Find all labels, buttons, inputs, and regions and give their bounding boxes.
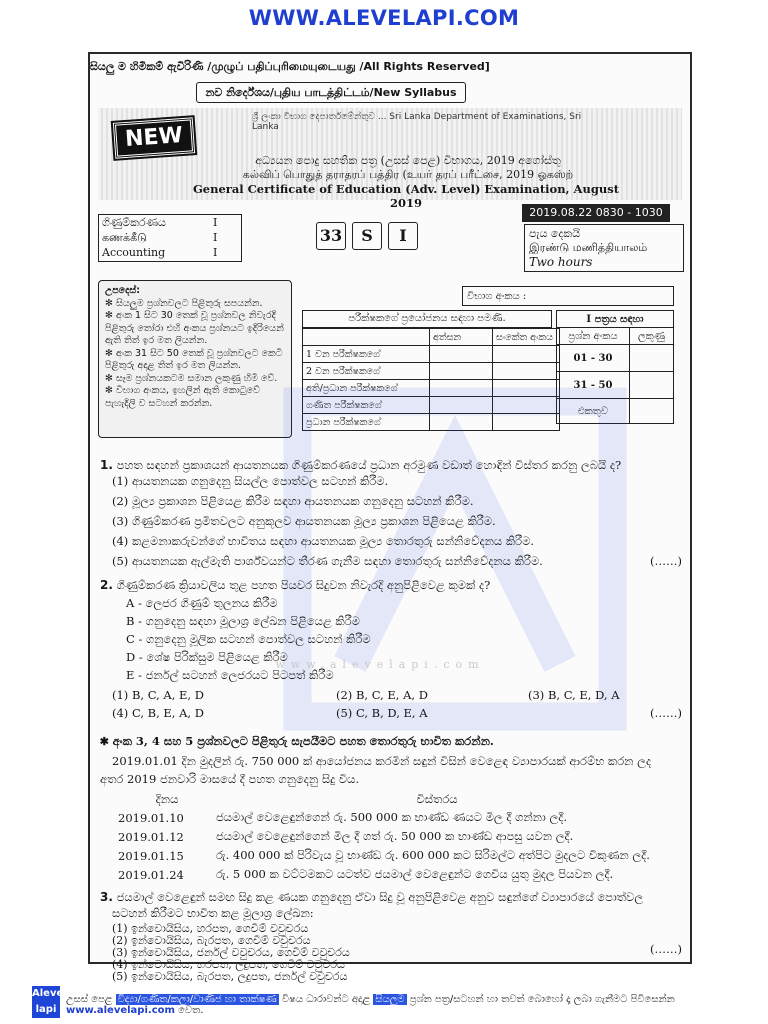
examiner-row-label: ගණිත පරීක්ෂකගේ [303, 397, 430, 414]
subject-part: I [213, 231, 218, 244]
table-header-cell: ප්‍රශ්න අංකය [557, 328, 630, 345]
code-cell[interactable] [493, 397, 560, 414]
question-text: ජයමාල් වෙළෙඳුන් සමඟ සිදු කළ ණයක ගනුදෙනු ඒවා සිදු වූ අනුපිළිවෙළ අනුව සඳුන්ගේ ව්‍යාපාරයේ පොත්වල [116, 890, 644, 904]
code-cell[interactable] [493, 380, 560, 397]
signature-cell[interactable] [430, 397, 493, 414]
table-header-cell: අත්සන [430, 329, 493, 346]
subject-ta [99, 230, 241, 245]
table-row [118, 808, 658, 827]
marks-cell[interactable] [629, 372, 673, 399]
footer-end: වෙත. [178, 1005, 204, 1016]
q2-choice-3: (3) B, C, E, D, A [528, 688, 620, 702]
table-row [303, 329, 560, 346]
footer-streams: විද්‍යා/ගණිත/කලා/වාණිජ හා තාක්ෂණ [117, 994, 277, 1005]
tx-date: 2019.01.12 [118, 829, 184, 844]
question-1 [100, 456, 680, 475]
table-row [303, 380, 560, 397]
code-cell[interactable] [493, 363, 560, 380]
exam-title-sinhala: අධ්‍යයන පොදු සහතික පත්‍ර (උසස් පෙළ) විභාගය, 2019 අගෝස්තු [255, 154, 561, 167]
table-row [557, 399, 674, 424]
subject-part: I [213, 216, 218, 229]
alevelapi-logo[interactable]: Aleve lapi [32, 986, 60, 1018]
department-text: ශ්‍රී ලංකා විභාග දෙපාර්තමේන්තුව ... Sri Lanka Department of Examinations, Sri Lanka [252, 112, 582, 132]
q3-option-4: (4) ඉන්වොයිසිය, හරපත, ලදුපත, ගෙවීම් වවුචරය [112, 958, 345, 971]
duration-en: Two hours [529, 255, 593, 269]
question-text: පහත සඳහන් ප්‍රකාශයන් ආයතනයක ගිණුම්කරණයේ ප්‍රධාන අරමුණ වඩාත් හොඳින් විස්තර කරනු ලබයි ද? [116, 458, 622, 472]
date-time-box: 2019.08.22 0830 - 1030 [522, 204, 670, 222]
part-range: 31 - 50 [557, 372, 630, 399]
instruction-item: ✻ සෑම ප්‍රශ්නයකටම සමාන ලකුණු හිමි වේ. [105, 372, 278, 384]
table-header-cell: දිනය [155, 791, 179, 806]
subject-name: ගිණුම්කරණය [102, 216, 166, 229]
q1-option-1: (1) ආයතනයක ගනුදෙනු සියල්ල පොත්වල සටහන් කිරීම. [112, 474, 389, 488]
q2-answer-blank[interactable]: (……) [650, 706, 682, 720]
index-number-field[interactable]: විභාග අංකය : [462, 286, 674, 306]
tx-desc: රු. 400 000 ක් පිරිවැය වූ භාණ්ඩ රු. 600 000 කට සිරිමල්ට අත්පිට මුදලට විකුණන ලදී. [216, 848, 650, 862]
q2-choice-4: (4) C, B, E, A, D [112, 706, 204, 720]
scenario-line-1: 2019.01.01 දින මුදලින් රු. 750 000 ක් ආයෝජනය කරමින් සඳුන් විසින් වෙළෙඳ ව්‍යාපාරයක් ආරම්භ කරන ලද [112, 754, 652, 768]
table-header-cell [303, 329, 430, 346]
duration-si: පැය දෙකයි [529, 227, 581, 240]
q2-step-d: D - ශේෂ පිරික්සුම පිළියෙළ කිරීම [126, 650, 288, 664]
table-row [557, 311, 674, 328]
q2-choice-1: (1) B, C, A, E, D [112, 688, 204, 702]
table-header-cell: ලකුණු [629, 328, 673, 345]
tx-date: 2019.01.15 [118, 848, 184, 863]
examiner-row-label: අති/ප්‍රධාන පරීක්ෂකගේ [303, 380, 430, 397]
signature-cell[interactable] [430, 363, 493, 380]
table-row [118, 865, 658, 884]
footer-tail: ප්‍රශ්න පත්‍ර/සටහන් හා තවත් බොහෝ දෑ ලබා ගැනීමට පිවිසෙන්න [409, 994, 675, 1005]
footer-banner [0, 984, 768, 1024]
question-number: 3. [100, 890, 113, 904]
exam-title-en: General Certificate of Education (Adv. Level) Examination, August 2019 [192, 182, 620, 210]
table-row [557, 345, 674, 372]
q3-option-2: (2) ඉන්වොයිසිය, බැරපත, ගෙවීම් වවුචරය [112, 934, 311, 947]
q2-step-a: A - ලෙජර ගිණුම් තුලනය කිරීම [126, 596, 278, 610]
q2-step-b: B - ගනුදෙනු සඳහා මූලාශ්‍ර ලේඛන පිළියෙළ කිරීම [126, 614, 360, 628]
table-header-cell: විස්තරය [416, 791, 458, 806]
part-total: එකතුව [557, 399, 630, 424]
table-row [303, 363, 560, 380]
instruction-item: ✻ අංක 31 සිට 50 තෙක් වූ ප්‍රශ්නවලට කෙටි පිළිතුරු අදාළ තිත් ඉර මත ලියන්න. [105, 347, 283, 371]
q1-option-3: (3) ගිණුම්කරණ ප්‍රමිතවලට අනුකූලව ආයතනයක මූල්‍ය ප්‍රකාශන පිළියෙළ කිරීම. [112, 514, 496, 528]
footer-text [66, 994, 768, 1016]
footer-lead: උසස් පෙළ [66, 994, 113, 1005]
question-3 [100, 888, 680, 907]
question-2 [100, 576, 680, 595]
signature-cell[interactable] [430, 380, 493, 397]
marks-cell[interactable] [629, 399, 673, 424]
question-number: 1. [100, 458, 113, 472]
table-row [557, 372, 674, 399]
table-row [557, 328, 674, 345]
q1-option-5: (5) ආයතනයක ඇල්මැති පාර්ශ්වයන්ට තීරණ ගැනීම සඳහා තොරතුරු සන්නිවේදනය කිරීම. [112, 554, 543, 568]
duration-ta: இரண்டு மணித்தியாலம் [529, 241, 648, 254]
part-range: 01 - 30 [557, 345, 630, 372]
q3-option-3: (3) ඉන්වොයිසිය, ජර්නල් වවුචරය, ගෙවීම් වවුචරය [112, 946, 350, 959]
footer-all: සියලුම [375, 994, 405, 1005]
q2-choice-5: (5) C, B, D, E, A [336, 706, 428, 720]
code-cell[interactable] [493, 346, 560, 363]
scenario-line-2: අතර 2019 ජනවාරි මාසයේ දී පහත ගනුදෙනු සිදු විය. [100, 772, 360, 786]
instruction-item: ✻ විභාග අංකය, ඉහලින් ඇති කොටුවේ පැහැදිලි ව සටහන් කරන්න. [105, 385, 260, 409]
q2-step-e: E - ජර්නල් සටහන් ලෙජරයට පිටපත් කිරීම [126, 668, 334, 682]
table-row [118, 827, 658, 846]
subject-name: Accounting [102, 246, 166, 259]
rights-line: සියලු ම හිමිකම් ඇවිරිණි /முழுப் பதிப்புரிமையுடையது /All Rights Reserved] [90, 60, 490, 73]
duration-box [524, 224, 684, 272]
q3-option-5: (5) ඉන්වොයිසිය, බැරපත, ලදුපත, ජර්නල් වවුචරය [112, 970, 348, 983]
q1-answer-blank[interactable]: (……) [650, 554, 682, 568]
subject-en [99, 245, 241, 260]
part-one-marks [556, 310, 674, 424]
code-part: I [388, 222, 418, 250]
tx-date: 2019.01.10 [118, 810, 184, 825]
question-text-cont: සටහන් කිරීමට භාවිත කළ මූලාශ්‍ර ලේඛන: [112, 906, 314, 920]
footer-middle: විෂය ධාරාවන්ට අදාළ [281, 994, 371, 1005]
instructions-box [98, 280, 292, 438]
signature-cell[interactable] [430, 414, 493, 431]
table-row [303, 414, 560, 431]
page-watermark-text: www.alevelapi.com [275, 658, 485, 671]
tx-desc: ජයමාල් වෙළෙඳුන්ගෙන් මිල දී ගත් රු. 50 000 ක භාණ්ඩ ආපසු යවන ලදී. [216, 829, 574, 843]
tx-date: 2019.01.24 [118, 867, 184, 882]
subject-name: கணக்கீடு [102, 231, 147, 244]
table-row [118, 790, 658, 808]
marks-cell[interactable] [629, 345, 673, 372]
transactions-table [118, 790, 658, 884]
exam-paper [88, 52, 692, 983]
table-row [303, 346, 560, 363]
code-language: S [352, 222, 382, 250]
tx-desc: ජයමාල් වෙළෙඳුන්ගෙන් රු. 500 000 ක භාණ්ඩ ණයට මිල දී ගන්නා ලදී. [216, 810, 567, 824]
table-row [303, 397, 560, 414]
q1-option-4: (4) කළමනාකරුවන්ගේ භාවිතය සඳහා ආයතනයක මූල්‍ය තොරතුරු සන්නිවේදනය කිරීම. [112, 534, 535, 548]
subject-si [99, 215, 241, 230]
q3-option-1: (1) ඉන්වොයිසිය, හරපත, ගෙවීම් වවුචරය [112, 922, 309, 935]
site-header[interactable]: WWW.ALEVELAPI.COM [248, 6, 520, 30]
instruction-item: ✻ අංක 1 සිට 30 තෙක් වූ ප්‍රශ්නවල නිවැරදි පිළිතුරු තෝරා එහි අංකය ප්‍රශ්නයට ඉදිරියෙන් ඇති තිත් ඉර මත ලියන්න. [105, 310, 284, 346]
examiner-use-title: පරීක්ෂකගේ ප්‍රයෝජනය සඳහා පමණි. [302, 310, 552, 328]
signature-cell[interactable] [430, 346, 493, 363]
part-title: I පත්‍රය සඳහා [557, 311, 674, 328]
exam-title-si [198, 154, 618, 182]
instructions-title: උපදෙස්: [105, 285, 140, 296]
examiner-row-label: 1 වන පරීක්ෂකගේ [303, 346, 430, 363]
new-badge: NEW [113, 117, 195, 158]
q2-step-c: C - ගනුදෙනු මූලික සටහන් පොත්වල සටහන් කිරීම [126, 632, 371, 646]
table-header-cell: සංකේත අංකය [493, 329, 560, 346]
q3-answer-blank[interactable]: (……) [650, 942, 682, 956]
q3-5-instruction: ✱ අංක 3, 4 සහ 5 ප්‍රශ්නවලට පිළිතුරු සැපයීමට පහත තොරතුරු භාවිත කරන්න. [100, 734, 494, 748]
examiner-row-label: ප්‍රධාන පරීක්ෂකගේ [303, 414, 430, 431]
examiner-table [302, 328, 560, 431]
code-cell[interactable] [493, 414, 560, 431]
footer-site-link[interactable]: www.alevelapi.com [66, 1005, 175, 1016]
tx-desc: රු. 5 000 ක වට්ටමකට යටත්ව ජයමාල් වෙළෙඳුන්ට ගෙවිය යුතු මුදල පියවන ලදී. [216, 867, 614, 881]
examiner-row-label: 2 වන පරීක්ෂකගේ [303, 363, 430, 380]
question-number: 2. [100, 578, 113, 592]
table-row [118, 846, 658, 865]
q1-option-2: (2) මූල්‍ය ප්‍රකාශන පිළියෙළ කිරීම සඳහා ආයතනයක ගනුදෙනු සටහන් කිරීම. [112, 494, 474, 508]
code-number: 33 [316, 222, 346, 250]
syllabus-label: නව නිර්දේශය/புதிய பாடத்திட்டம்/New Syllabus [196, 82, 466, 103]
subject-part: I [213, 246, 218, 259]
subject-box [98, 214, 242, 262]
q2-choice-2: (2) B, C, E, A, D [336, 688, 428, 702]
paper-code [316, 222, 424, 250]
exam-title-tamil: கல்விப் பொதுத் தராதரப் பத்திர (உயர் தரப் பரீட்சை, 2019 ஓகஸ்ற் [242, 168, 574, 181]
question-text: ගිණුම්කරණ ක්‍රියාවලිය තුළ පහත පියවර සිදුවන නිවැරදි අනුපිළිවෙළ කුමක් ද? [116, 578, 491, 592]
instruction-item: ✻ සියලුම ප්‍රශ්නවලට පිළිතුරු සපයන්න. [105, 297, 263, 309]
